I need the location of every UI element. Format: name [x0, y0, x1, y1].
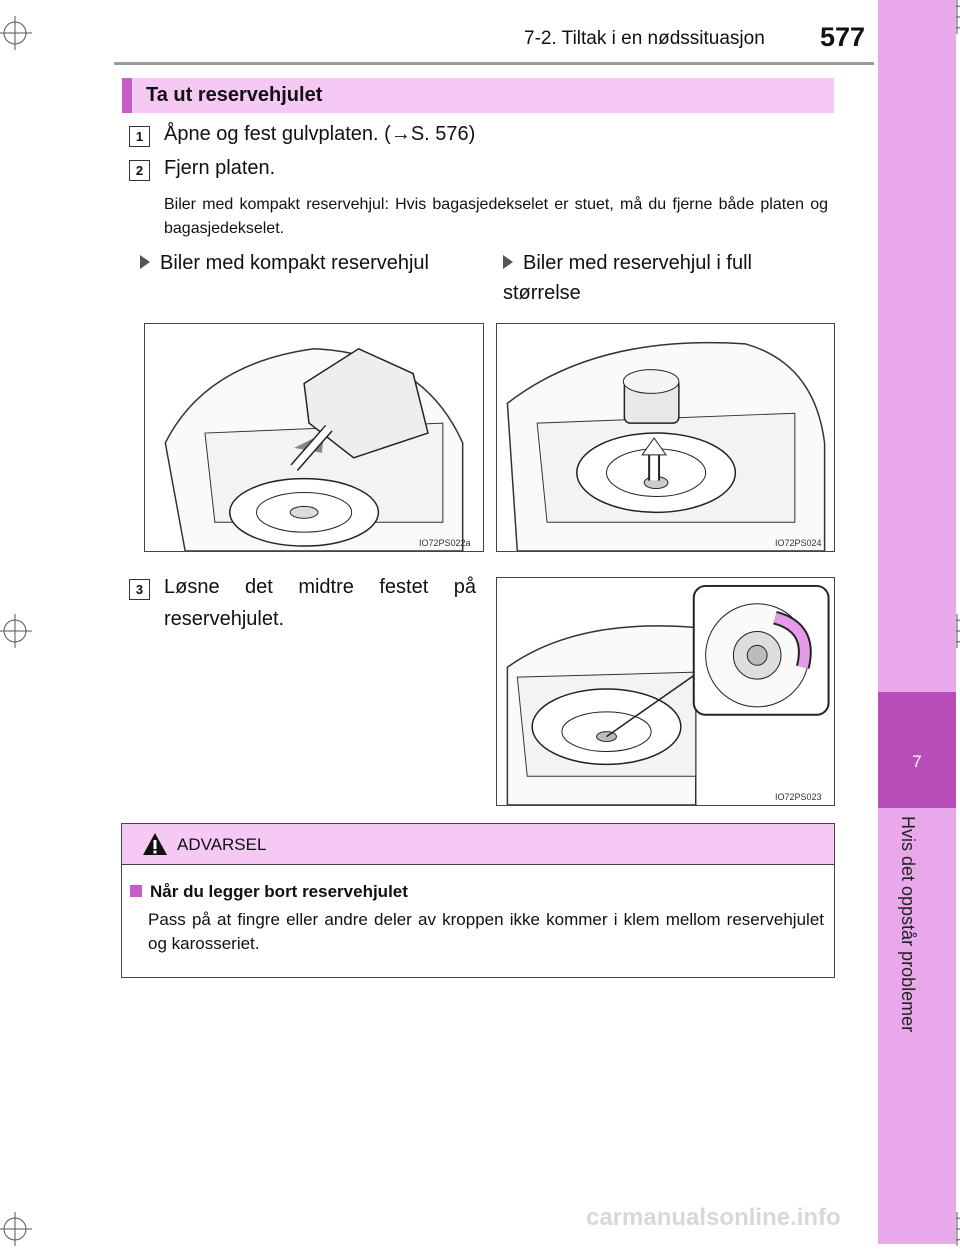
variant-compact-label: Biler med kompakt reservehjul: [160, 252, 429, 274]
chapter-number: 7: [912, 752, 922, 771]
triangle-bullet-icon: [140, 255, 150, 269]
warning-box: [121, 823, 835, 978]
chapter-side-tab: [878, 0, 956, 1244]
variant-full-label: Biler med reservehjul i full størrelse: [503, 252, 752, 304]
chapter-title: Hvis det oppstår problemer: [898, 816, 918, 1033]
registration-mark: [0, 16, 32, 50]
registration-mark: [0, 614, 32, 648]
variant-full: [503, 248, 829, 308]
warning-triangle-icon: [142, 832, 168, 856]
warning-body: Pass på at fingre eller andre deler av kroppen ikke kommer i klem mellom reservehjulet og karosseriet.: [148, 910, 824, 953]
step-number-2: 2: [129, 160, 150, 181]
header-divider: [114, 62, 874, 65]
step-1-text: Åpne og fest gulvplaten. (→S. 576): [164, 123, 476, 145]
triangle-bullet-icon: [503, 255, 513, 269]
watermark: carmanualsonline.info: [586, 1204, 841, 1231]
warning-title: ADVARSEL: [177, 835, 267, 854]
step-number-3: 3: [129, 579, 150, 600]
illustration-compact-spare: [144, 323, 484, 552]
registration-mark: [0, 1212, 32, 1246]
variant-compact: [140, 248, 429, 278]
warning-header: [122, 824, 834, 865]
illustration-code-1: IO72PS022a: [419, 538, 471, 548]
square-bullet-icon: [130, 885, 142, 897]
warning-subheading: Når du legger bort reservehjulet: [150, 882, 408, 901]
illustration-full-spare: [496, 323, 835, 552]
page-number: 577: [820, 22, 866, 52]
step-3-text: Løsne det midtre festet på reservehjulet.: [164, 576, 476, 630]
illustration-code-2: IO72PS024: [775, 538, 822, 548]
header-title: 7-2. Tiltak i en nødssituasjon: [524, 28, 765, 49]
step-2-text: Fjern platen.: [164, 157, 276, 179]
chapter-number-block: [878, 692, 956, 808]
section-heading: Ta ut reservehjulet: [146, 84, 323, 106]
warning-subheading-row: [130, 882, 408, 902]
illustration-code-3: IO72PS023: [775, 792, 822, 802]
step-2-note: Biler med kompakt reservehjul: Hvis bagasjedekselet er stuet, må du fjerne både platen og bagasjedekselet.: [164, 196, 828, 237]
section-heading-bar: [122, 78, 834, 113]
step-number-1: 1: [129, 126, 150, 147]
illustration-loosen-center-fixture: [496, 577, 835, 806]
